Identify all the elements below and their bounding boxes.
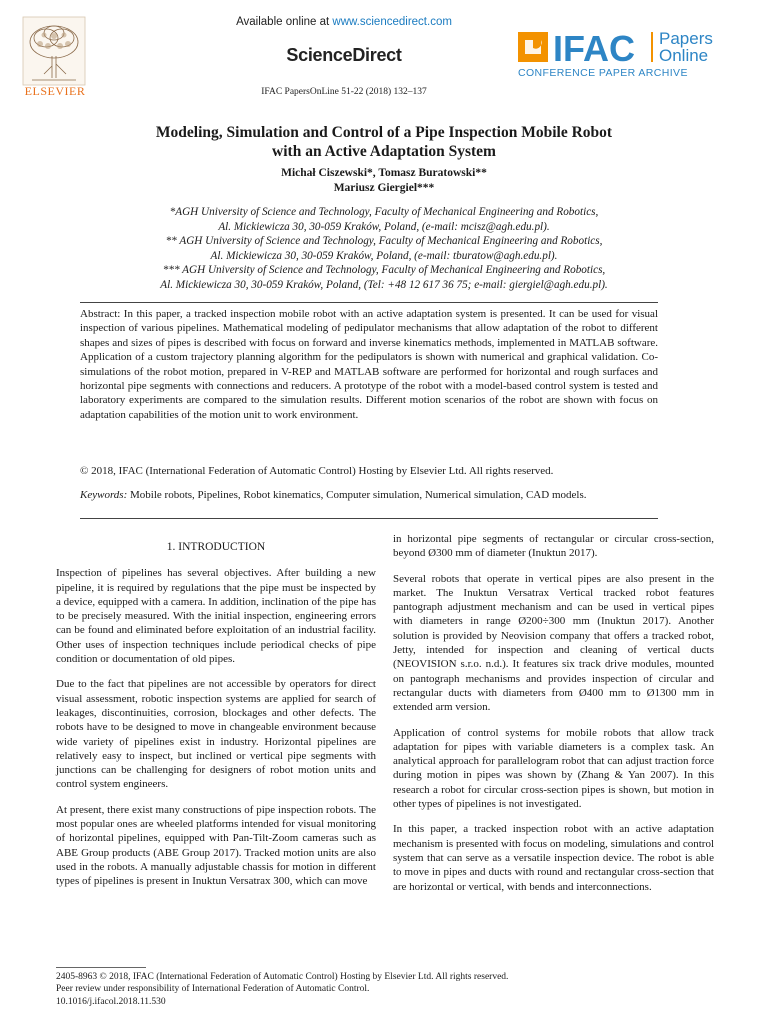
affiliation-line: Al. Mickiewicza 30, 30-059 Kraków, Poland, (Tel: +48 12 617 36 75; e-mail: giergiel@agh.edu.pl). [160, 278, 608, 291]
paper-title [40, 123, 728, 161]
paper-title-line: with an Active Adaptation System [272, 143, 496, 160]
affiliation-line: ** AGH University of Science and Technology, Faculty of Mechanical Engineering and Robotics, [165, 235, 603, 247]
abstract-bottom-rule [80, 518, 658, 519]
journal-reference: IFAC PapersOnLine 51-22 (2018) 132–137 [261, 87, 427, 97]
page-footer [56, 971, 716, 1008]
affiliation-line: Al. Mickiewicza 30, 30-059 Kraków, Poland, (e-mail: mcisz@agh.edu.pl). [218, 220, 550, 233]
body-paragraph: in horizontal pipe segments of rectangular or circular cross-section, beyond Ø300 mm of diameter (Inuktun 2017). [393, 533, 714, 560]
keywords-label: Keywords: [80, 489, 128, 501]
available-online-line [0, 16, 688, 28]
section-heading-introduction: 1. INTRODUCTION [166, 541, 266, 553]
affiliation-line: *** AGH University of Science and Technology, Faculty of Mechanical Engineering and Robotics, [162, 264, 606, 276]
keywords-text: Mobile robots, Pipelines, Robot kinematics, Computer simulation, Numerical simulation, CAD models. [127, 489, 587, 501]
author-line: Michał Ciszewski*, Tomasz Buratowski** [281, 167, 487, 179]
papers-wordmark: Papers [659, 29, 713, 48]
available-online-label: Available online at [236, 16, 333, 28]
author-line: Mariusz Giergiel*** [333, 182, 435, 194]
body-paragraph: Inspection of pipelines has several objectives. After building a new pipeline, it is required by regulations that the pipe must be inspected by a device, equipped with a camera. In addition, inclination of the pipe has to be precisely measured. With the initial inspection, engineering errors can be found and eliminated before exploitation of an industrial facility. Other uses of inspection techniques include periodical checks of pipe condition or documentation of old pipes. [56, 567, 376, 666]
left-column [56, 540, 376, 900]
body-paragraph: Several robots that operate in vertical pipes are also present in the market. The Inuktun Versatrax Vertical tracked robot features pantograph adjustment mechanism and can be used in vertical pipes with diameters in range Ø200÷300 mm (Inuktun 2017). Another solution is provided by Neovision company that offers a tracked robot, Jetty, intended for inspection and cleaning of vertical ducts (NEOVISION s.r.o. n.d.). It features six track drive modules, mounted on pantograph mechanisms and provides inspection of circular and rectangular ducts with diameters from Ø400 mm to Ø1300 mm in extended arm version. [393, 572, 714, 714]
author-list [40, 166, 728, 196]
affiliation-line: Al. Mickiewicza 30, 30-059 Kraków, Poland, (e-mail: tburatow@agh.edu.pl). [210, 249, 558, 262]
right-column [393, 532, 714, 905]
conference-paper-archive-label: CONFERENCE PAPER ARCHIVE [518, 67, 688, 79]
online-wordmark: Online [659, 46, 709, 65]
affiliation-line: *AGH University of Science and Technology, Faculty of Mechanical Engineering and Robotics, [169, 206, 599, 218]
elsevier-wordmark: ELSEVIER [24, 84, 86, 98]
body-paragraph: In this paper, a tracked inspection robot with an active adaptation mechanism is presented with focus on modeling, simulations and control system that can serve as a versatile inspection device. The robot is able to move in pipes and ducts with round and rectangular cross-section that are horizontal or vertical, with bends and interconnections. [393, 823, 714, 893]
affiliations [40, 205, 728, 292]
body-paragraph: At present, there exist many constructions of pipe inspection robots. The most popular ones are wheeled platforms intended for visual monitoring of horizontal pipelines, equipped with Pan-Tilt-Zoom cameras such as ABE Group products (ABE Group 2017). Tracked motion units are also used in the robots. A manually adjustable chassis for motion in different types of pipelines is present in Inuktun Versatrax 300, which can move [56, 803, 376, 888]
abstract-top-rule [80, 302, 658, 303]
abstract-text: Abstract: In this paper, a tracked inspection mobile robot with an active adaptation system is presented. It can be used for visual inspection of various pipelines. Mathematical modeling of pedipulator mechanisms that allow adaptation of the robot to different shapes and sizes of pipes is described with focus on forward and inverse kinematics methods, implemented in MATLAB software. Application of a custom trajectory planning algorithm for the pedipulators is shown with numerical and graphical validation. Co-simulations of the robot motion, prepared in V-REP and MATLAB software are performed for horizontal and rough surfaces and horizontal pipe segments with connections and reducers. A prototype of the robot with a model-based control system is tested and laboratory experiments are compared to the simulation results. Different motion scenarios of the robot are shown with focus on adaptation capabilities of the motion unit to work environment. [80, 308, 658, 421]
copyright-notice: © 2018, IFAC (International Federation of Automatic Control) Hosting by Elsevier Ltd. All rights reserved. [80, 465, 554, 477]
footer-rule [56, 967, 146, 968]
footer-peer-review-line: Peer review under responsibility of International Federation of Automatic Control. [56, 984, 370, 995]
sciencedirect-link[interactable]: www.sciencedirect.com [332, 16, 452, 28]
sciencedirect-title: ScienceDirect [286, 45, 402, 65]
ifac-wordmark: IFAC [553, 28, 636, 69]
body-paragraph: Due to the fact that pipelines are not accessible by operators for direct visual assessment, robotic inspection systems are applied for search of leakages, discontinuities, corrosion, blockages and other defects. The robots have to be designed to move in changeable environment because wide variety of pipelines exist in industry. Horizontal pipelines are relatively easy to inspect, but inclined or vertical pipe segments with junctions can be challenging for designers of robot motion units and control system engineers. [56, 678, 376, 791]
paper-title-line: Modeling, Simulation and Control of a Pipe Inspection Mobile Robot [155, 124, 613, 141]
footer-doi: 10.1016/j.ifacol.2018.11.530 [56, 996, 166, 1007]
keywords [80, 488, 658, 502]
footer-issn-line: 2405-8963 © 2018, IFAC (International Federation of Automatic Control) Hosting by Elsevier Ltd. All rights reserved. [56, 972, 509, 982]
body-paragraph: Application of control systems for mobile robots that allow track adaptation for pipes with variable diameters is a complex task. An analytical approach for parallelogram robot that can adjust traction force during motion in pipes was shown by (Zhang & Yan 2007). In this research a robot for circular cross-section pipes is shown, but motion in other types of pipelines is not investigated. [393, 726, 714, 811]
